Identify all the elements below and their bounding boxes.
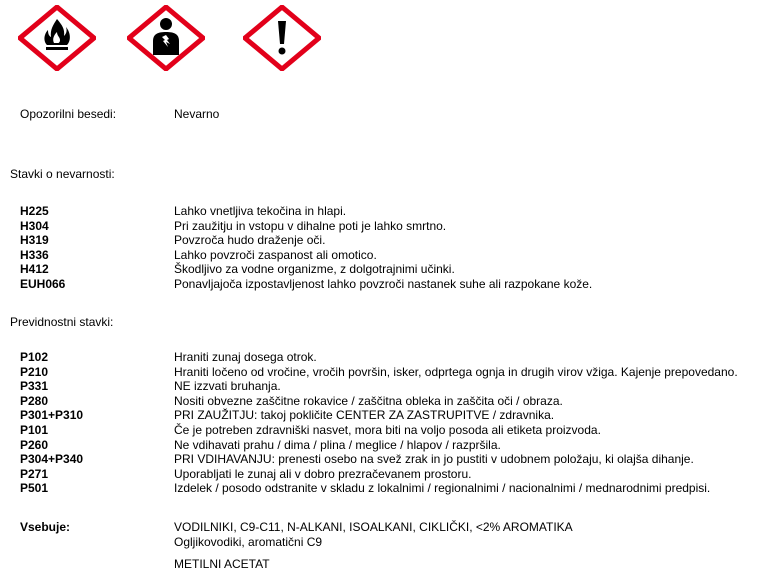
precautionary-statement-row [0,379,776,394]
contains-label: Vsebuje: [20,520,71,534]
precautionary-statement-row [0,438,776,453]
statement-code: H225 [20,204,49,218]
hazard-statement-row [0,233,776,248]
precautionary-statement-row [0,452,776,467]
statement-code: P102 [20,350,49,364]
statement-text: Če je potreben zdravniški nasvet, mora biti na voljo posoda ali etiketa proizvoda. [174,423,601,437]
statement-code: P271 [20,466,49,481]
statement-text: PRI ZAUŽITJU: takoj pokličite CENTER ZA ZASTRUPITVE / zdravnika. [174,408,555,423]
precautionary-statement-row [0,365,776,380]
exclamation-mark-icon [243,5,321,71]
statement-code: P304+P340 [20,452,84,467]
statement-code: P301+P310 [20,408,84,423]
ghs-pictograms [18,5,348,70]
precautionary-statement-row [0,481,776,496]
statement-code: H412 [20,262,49,277]
statement-text: Povzroča hudo draženje oči. [174,233,326,248]
hazard-statement-row [0,204,776,219]
signal-word-label: Opozorilni besedi: [20,107,117,121]
statement-text: Lahko povzroči zaspanost ali omotico. [174,247,377,262]
precautionary-statement-row [0,408,776,423]
hazard-statement-row [0,248,776,263]
statement-text: Izdelek / posodo odstranite v skladu z lokalnimi / regionalnimi / nacionalnimi / mednarodnimi predpisi. [174,481,711,496]
statement-code: H304 [20,218,49,233]
contains-line: VODILNIKI, C9-C11, N-ALKANI, ISOALKANI, CIKLIČKI, <2% AROMATIKA [174,520,573,534]
hazard-statement-row [0,262,776,277]
statement-code: P101 [20,423,49,437]
statement-code: P501 [20,481,49,496]
statement-text: Hraniti ločeno od vročine, vročih površin, isker, odprtega ognja in drugih virov vžiga. Kajenje prepovedano. [174,364,738,379]
hazard-statement-row [0,219,776,234]
precaution-heading: Previdnostni stavki: [10,315,114,329]
statement-text: Škodljivo za vodne organizme, z dolgotrajnimi učinki. [174,262,455,277]
statement-code: P210 [20,364,49,379]
contains-line: METILNI ACETAT [174,557,270,571]
hazard-heading: Stavki o nevarnosti: [10,167,115,181]
statement-code: H319 [20,233,49,248]
statement-text: Ne vdihavati prahu / dima / plina / meglice / hlapov / razpršila. [174,437,501,452]
statement-text: Lahko vnetljiva tekočina in hlapi. [174,204,347,218]
statement-code: EUH066 [20,277,66,291]
precautionary-statement-row [0,394,776,409]
precautionary-statement-row [0,350,776,365]
statement-text: PRI VDIHAVANJU: prenesti osebo na svež zrak in jo pustiti v udobnem položaju, ki olajša dihanje. [174,452,694,467]
statement-code: P260 [20,437,49,452]
health-hazard-icon [127,5,205,71]
statement-code: P331 [20,379,49,394]
statement-text: Uporabljati le zunaj ali v dobro prezračevanem prostoru. [174,466,472,481]
signal-word-value: Nevarno [174,107,220,121]
statement-text: Pri zaužitju in vstopu v dihalne poti je lahko smrtno. [174,218,447,233]
statement-code: H336 [20,247,49,262]
flame-icon [18,5,96,71]
statement-text: Hraniti zunaj dosega otrok. [174,350,317,364]
statement-code: P280 [20,393,49,408]
statement-text: Ponavljajoča izpostavljenost lahko povzroči nastanek suhe ali razpokane kože. [174,277,593,291]
precautionary-statement-row [0,467,776,482]
contains-line: Ogljikovodiki, aromatični C9 [174,535,323,549]
statement-text: Nositi obvezne zaščitne rokavice / zaščitna obleka in zaščita oči / obraza. [174,393,563,408]
precautionary-statement-row [0,423,776,438]
hazard-statement-row [0,277,776,292]
statement-text: NE izzvati bruhanja. [174,379,281,394]
